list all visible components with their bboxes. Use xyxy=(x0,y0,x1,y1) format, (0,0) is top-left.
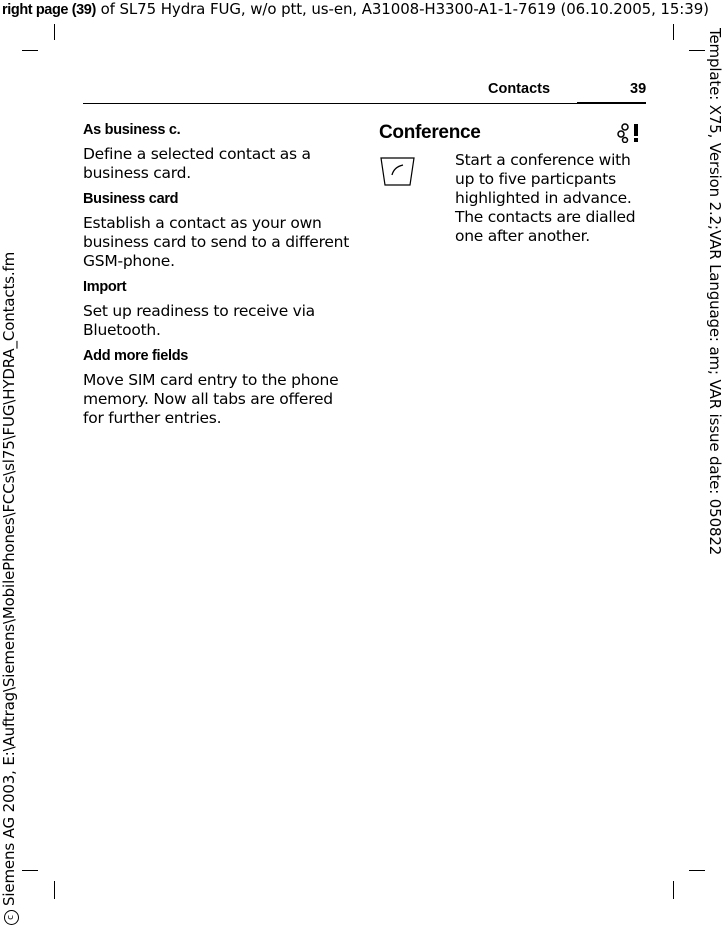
section-title: Contacts xyxy=(488,81,551,97)
print-info-details: of SL75 Hydra FUG, w/o ptt, us-en, A31008-H3300-A1-1-7619 (06.10.2005, 15:39) xyxy=(95,0,709,18)
option-description: Define a selected contact as a business card. xyxy=(83,145,311,182)
option-description: Set up readiness to receive via Bluetooth. xyxy=(83,302,315,339)
menu-option xyxy=(83,190,355,271)
crop-mark xyxy=(689,50,705,51)
crop-mark xyxy=(54,24,55,40)
option-heading: As business c. xyxy=(83,122,181,138)
crop-mark xyxy=(22,870,38,871)
call-key-icon xyxy=(379,155,417,191)
warning-icon xyxy=(634,124,638,142)
conference-heading: Conference xyxy=(379,122,481,143)
header-rule xyxy=(83,103,646,104)
crop-mark xyxy=(673,24,674,40)
option-description: Move SIM card entry to the phone memory. Now all tabs are offered for further entries. xyxy=(83,371,339,427)
left-column xyxy=(83,121,355,435)
print-info-page: right page (39) xyxy=(2,2,96,18)
option-heading: Add more fields xyxy=(83,348,189,364)
menu-option xyxy=(83,347,355,428)
crop-mark xyxy=(689,870,705,871)
menu-option xyxy=(83,121,355,183)
option-description: Establish a contact as your own business card to send to a different GSM-phone. xyxy=(83,214,350,270)
header-rule-accent xyxy=(577,102,646,104)
file-path-text: Siemens AG 2003, E:\Auftrag\Siemens\MobilePhones\FCCs\sl75\FUG\HYDRA_Contacts.fm xyxy=(0,251,18,906)
option-heading: Import xyxy=(83,279,127,295)
crop-mark xyxy=(673,881,674,899)
print-info-line xyxy=(2,0,709,19)
template-info: Template: X75, Version 2.2;VAR Language: am; VAR issue date: 050822 xyxy=(706,28,724,556)
copyright-icon: c xyxy=(4,910,19,925)
menu-option xyxy=(83,278,355,340)
conference-description: Start a conference with up to five particpants highlighted in advance. The contacts are dialled one after another. xyxy=(455,151,636,245)
conference-icons xyxy=(616,123,644,147)
copyright-file-path xyxy=(0,252,19,925)
page-number: 39 xyxy=(630,81,647,97)
crop-mark xyxy=(22,50,38,51)
option-heading: Business card xyxy=(83,191,179,207)
network-provider-icon xyxy=(618,124,628,143)
crop-mark xyxy=(54,881,55,899)
